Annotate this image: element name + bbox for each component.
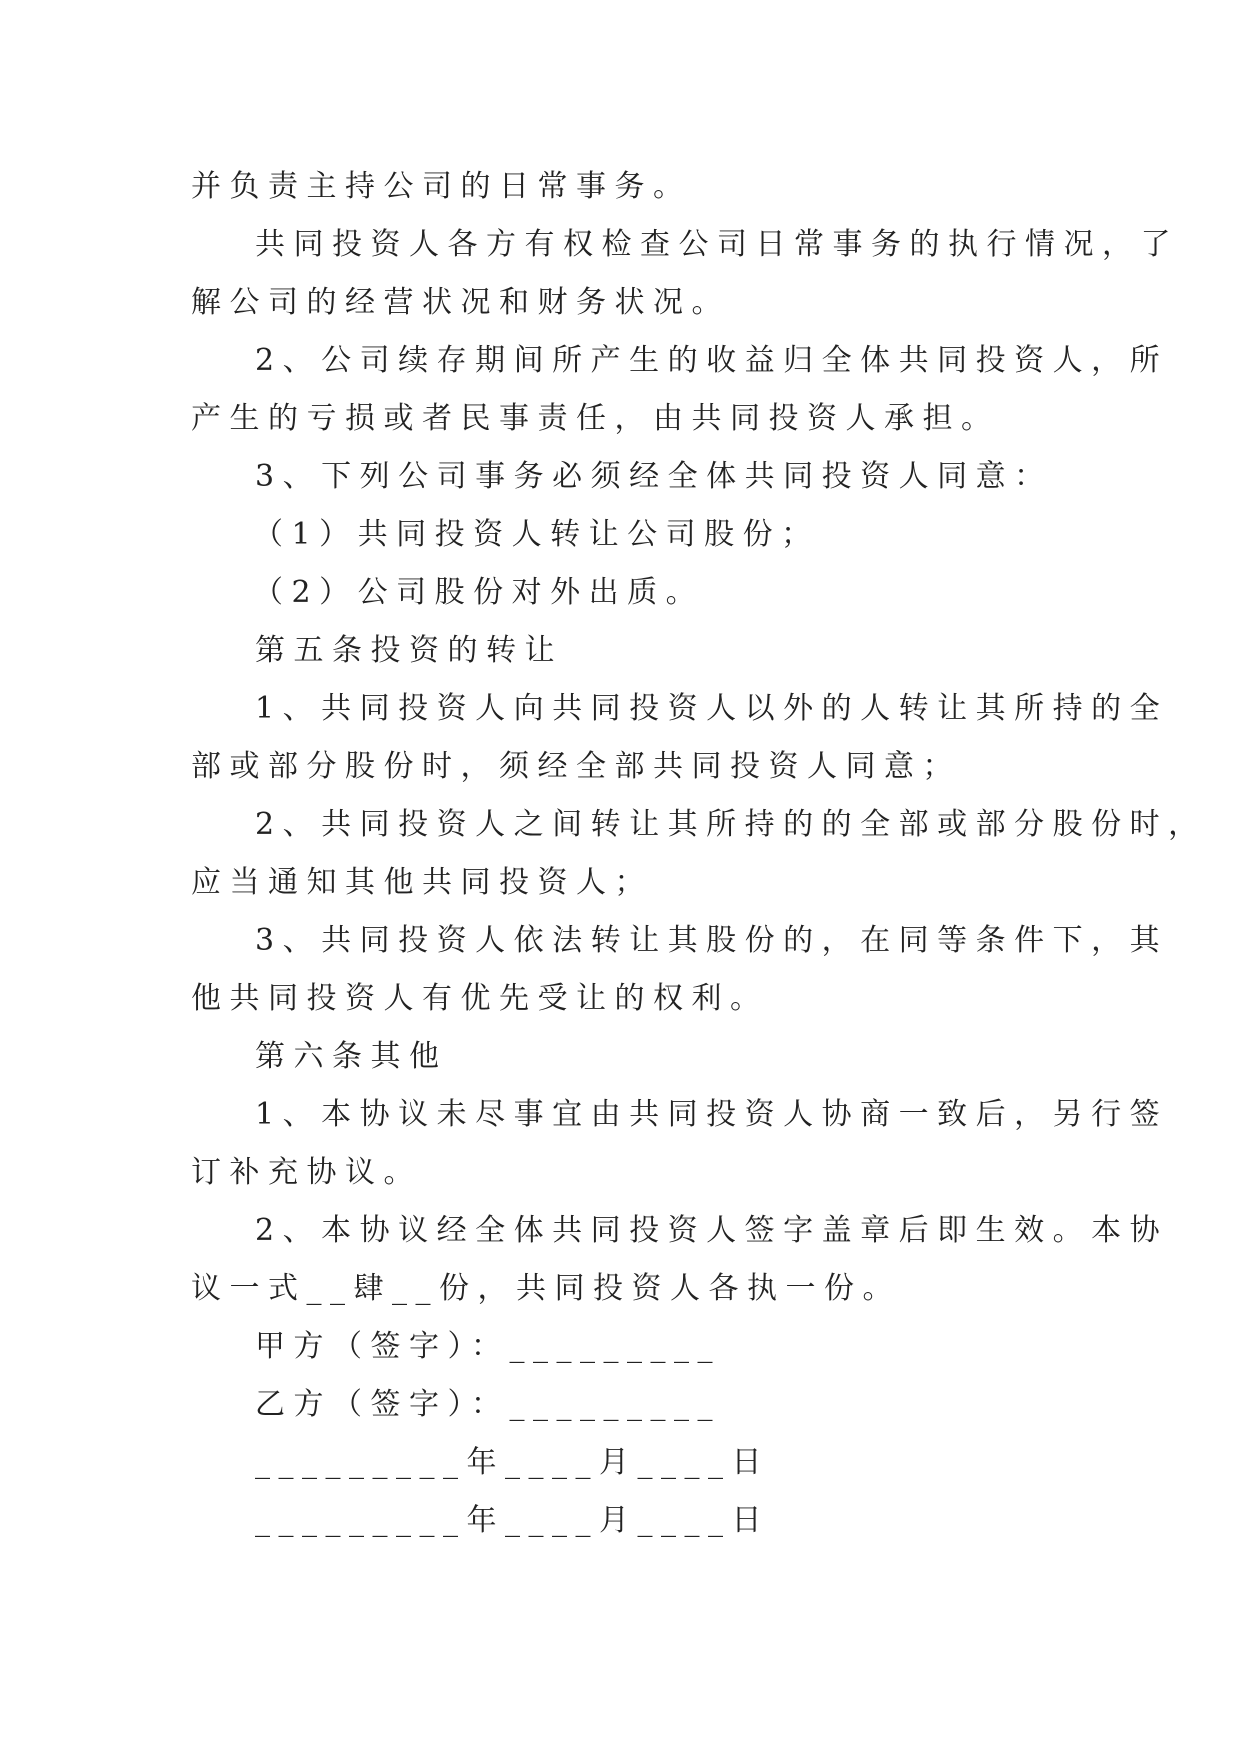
text-line-4: 2、公司续存期间所产生的收益归全体共同投资人，所	[255, 343, 1169, 378]
party-b-signature: 乙方（签字）：_________	[255, 1387, 721, 1422]
text-line-8: （2）公司股份对外出质。	[253, 575, 705, 610]
text-line-18: 订补充协议。	[191, 1155, 422, 1190]
text-line-10: 1、共同投资人向共同投资人以外的人转让其所持的全	[255, 691, 1169, 726]
text-line-15: 他共同投资人有优先受让的权利。	[191, 981, 769, 1016]
party-a-signature: 甲方（签字）：_________	[255, 1329, 721, 1364]
date-line-2: _________年____月____日	[255, 1503, 770, 1538]
text-line-6: 3、下列公司事务必须经全体共同投资人同意：	[255, 459, 1053, 494]
text-line-1: 并负责主持公司的日常事务。	[191, 169, 692, 204]
section-heading-6: 第六条其他	[255, 1039, 448, 1074]
text-line-7: （1）共同投资人转让公司股份；	[253, 517, 820, 552]
date-line-1: _________年____月____日	[255, 1445, 770, 1480]
text-line-11: 部或部分股份时，须经全部共同投资人同意；	[191, 749, 961, 784]
text-line-17: 1、本协议未尽事宜由共同投资人协商一致后，另行签	[255, 1097, 1169, 1132]
text-line-12: 2、共同投资人之间转让其所持的的全部或部分股份时，	[255, 807, 1207, 842]
text-line-2: 共同投资人各方有权检查公司日常事务的执行情况，了	[255, 227, 1179, 262]
text-line-5: 产生的亏损或者民事责任，由共同投资人承担。	[191, 401, 1000, 436]
text-line-3: 解公司的经营状况和财务状况。	[191, 285, 730, 320]
text-line-13: 应当通知其他共同投资人；	[191, 865, 653, 900]
agreement-text	[191, 158, 1207, 1550]
text-line-20: 议一式__肆__份，共同投资人各执一份。	[191, 1271, 901, 1306]
text-line-14: 3、共同投资人依法转让其股份的，在同等条件下，其	[255, 923, 1169, 958]
section-heading-5: 第五条投资的转让	[255, 633, 563, 668]
text-line-19: 2、本协议经全体共同投资人签字盖章后即生效。本协	[255, 1213, 1169, 1248]
